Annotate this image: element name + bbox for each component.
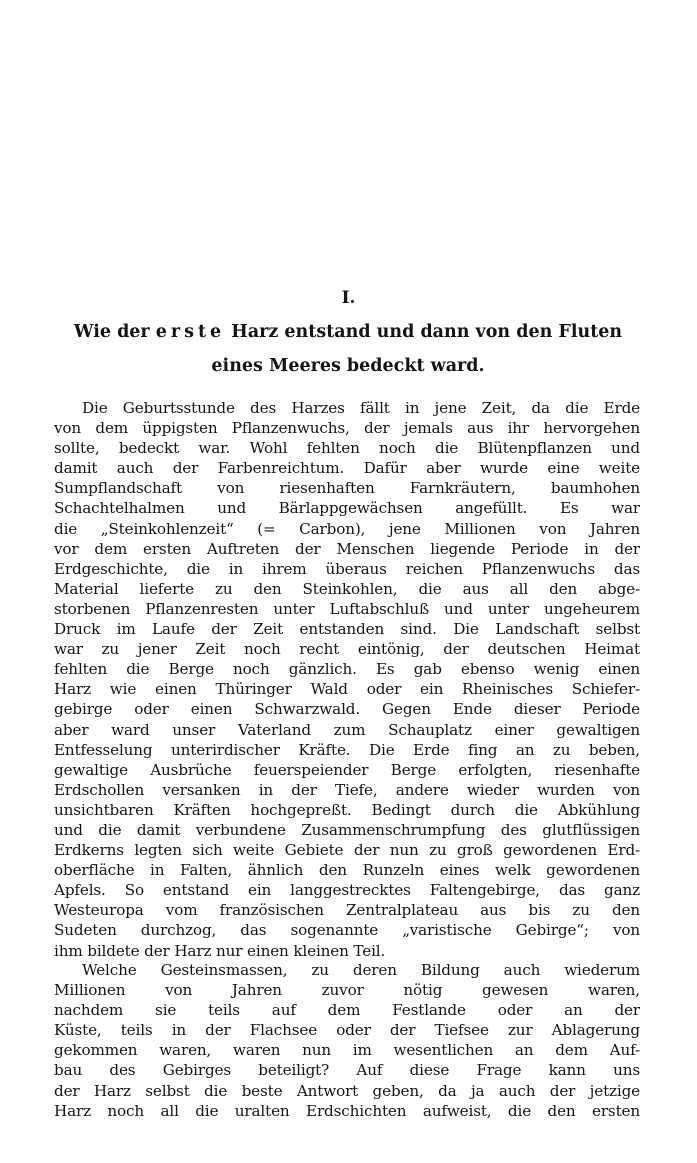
text-line: gekommen waren, waren nun im wesentlichen an dem Auf-	[54, 1041, 640, 1060]
text-line: vor dem ersten Auftreten der Menschen liegende Periode in der	[54, 539, 640, 558]
text-line: und die damit verbundene Zusammenschrumpfung des glutflüssigen	[54, 820, 640, 839]
text-line: Erdkerns legten sich weite Gebiete der nun zu groß gewordenen Erd-	[54, 841, 640, 860]
text-line: die „Steinkohlenzeit“ (= Carbon), jene Millionen von Jahren	[54, 519, 640, 538]
paragraph-2	[54, 960, 640, 1121]
text-line: oberfläche in Falten, ähnlich den Runzeln eines welk gewordenen	[54, 861, 640, 880]
text-line: damit auch der Farbenreichtum. Dafür aber wurde eine weite	[54, 459, 640, 478]
text-line: Material lieferte zu den Steinkohlen, die aus all den abge-	[54, 579, 640, 598]
text-line: Apfels. So entstand ein langgestrecktes Faltengebirge, das ganz	[54, 881, 640, 900]
text-line: unsichtbaren Kräften hochgepreßt. Bedingt durch die Abkühlung	[54, 800, 640, 819]
chapter-title-line-1	[54, 322, 642, 342]
text-line: gebirge oder einen Schwarzwald. Gegen Ende dieser Periode	[54, 700, 640, 719]
text-line: Harz noch all die uralten Erdschichten aufweist, die den ersten	[54, 1101, 640, 1120]
text-line: storbenen Pflanzenresten unter Luftabschluß und unter ungeheurem	[54, 599, 640, 618]
text-line: sollte, bedeckt war. Wohl fehlten noch die Blütenpflanzen und	[54, 439, 640, 458]
text-line: gewaltige Ausbrüche feuerspeiender Berge erfolgten, riesenhafte	[54, 760, 640, 779]
text-line: Harz wie einen Thüringer Wald oder ein Rheinisches Schiefer-	[54, 680, 640, 699]
text-line: der Harz selbst die beste Antwort geben, da ja auch der jetzige	[54, 1081, 640, 1100]
chapter-title-emphasis: erste	[155, 322, 226, 342]
text-line: Welche Gesteinsmassen, zu deren Bildung auch wiederum	[82, 961, 640, 979]
text-line: Sudeten durchzog, das sogenannte „varistische Gebirge“; von	[54, 921, 640, 940]
text-line: Sumpflandschaft von riesenhaften Farnkräutern, baumhohen	[54, 479, 640, 498]
text-line: Schachtelhalmen und Bärlappgewächsen angefüllt. Es war	[54, 499, 640, 518]
text-line: fehlten die Berge noch gänzlich. Es gab ebenso wenig einen	[54, 660, 640, 679]
text-line: Entfesselung unterirdischer Kräfte. Die Erde fing an zu beben,	[54, 740, 640, 759]
text-line: bau des Gebirges beteiligt? Auf diese Frage kann uns	[54, 1061, 640, 1080]
chapter-title-pre: Wie der	[73, 322, 156, 342]
text-line: war zu jener Zeit noch recht eintönig, der deutschen Heimat	[54, 640, 640, 659]
chapter-title-line-2: eines Meeres bedeckt ward.	[211, 356, 485, 376]
text-line: Erdgeschichte, die in ihrem überaus reichen Pflanzenwuchs das	[54, 559, 640, 578]
text-line: Die Geburtsstunde des Harzes fällt in jene Zeit, da die Erde	[82, 399, 640, 417]
chapter-number: I.	[341, 288, 356, 308]
text-line: Küste, teils in der Flachsee oder der Tiefsee zur Ablagerung	[54, 1021, 640, 1040]
text-line: Druck im Laufe der Zeit entstanden sind. Die Landschaft selbst	[54, 620, 640, 639]
text-line: Millionen von Jahren zuvor nötig gewesen waren,	[54, 981, 640, 1000]
text-line: von dem üppigsten Pflanzenwuchs, der jemals aus ihr hervorgehen	[54, 419, 640, 438]
text-line: ihm bildete der Harz nur einen kleinen Teil.	[54, 941, 386, 960]
chapter-title-post: Harz entstand und dann von den Fluten	[225, 322, 623, 342]
paragraph-1	[54, 398, 640, 961]
text-line: aber ward unser Vaterland zum Schauplatz einer gewaltigen	[54, 720, 640, 739]
text-line: Erdschollen versanken in der Tiefe, andere wieder wurden von	[54, 780, 640, 799]
text-line: nachdem sie teils auf dem Festlande oder an der	[54, 1001, 640, 1020]
text-line: Westeuropa vom französischen Zentralplateau aus bis zu den	[54, 901, 640, 920]
